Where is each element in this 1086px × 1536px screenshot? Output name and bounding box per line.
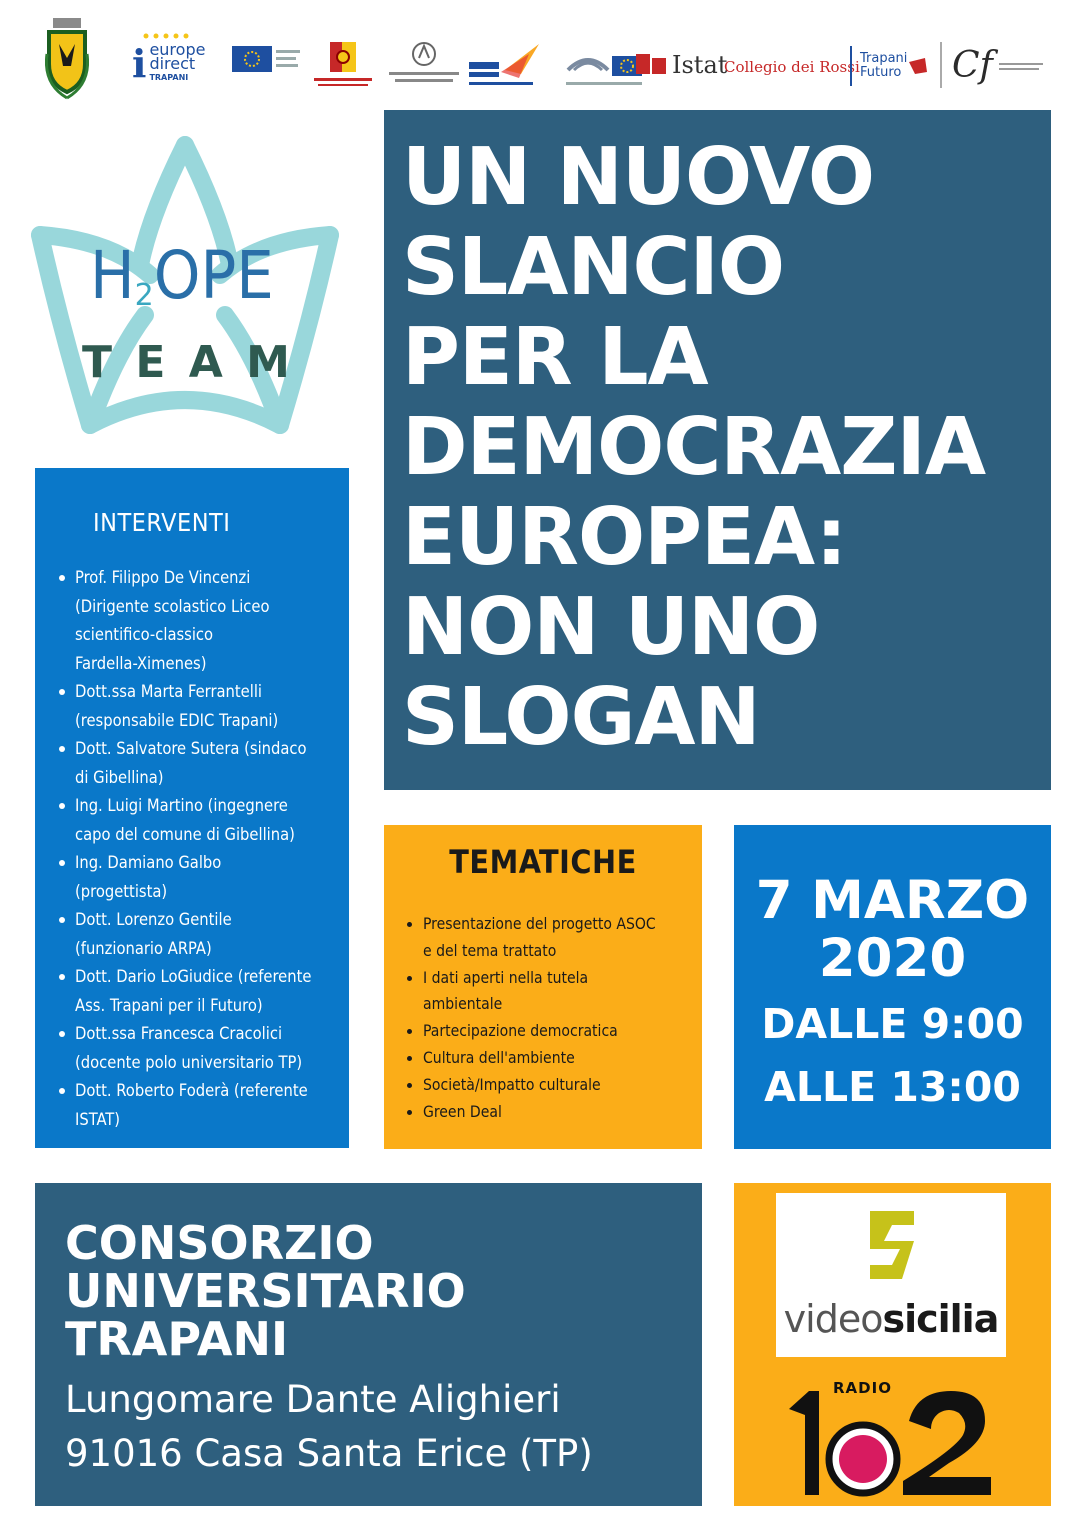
cf-label: Cf bbox=[952, 44, 993, 86]
venue-address-line: Lungomare Dante Alighieri bbox=[65, 1378, 561, 1421]
title-line: NON UNO bbox=[402, 581, 820, 673]
topic-line: Green Deal bbox=[423, 1102, 502, 1121]
speaker-line: (docente polo universitario TP) bbox=[75, 1052, 303, 1072]
speaker-line: di Gibellina) bbox=[75, 767, 164, 787]
partner-logos-strip bbox=[40, 12, 1060, 102]
venue-name-line: CONSORZIO bbox=[65, 1216, 374, 1270]
speaker-line: Dott. Lorenzo Gentile bbox=[75, 910, 232, 929]
speaker-line: ISTAT) bbox=[75, 1109, 121, 1129]
title-line: DEMOCRAZIA bbox=[402, 401, 986, 493]
speaker-line: Dott. Salvatore Sutera (sindaco bbox=[75, 739, 307, 758]
radio-label: RADIO bbox=[833, 1379, 892, 1397]
event-date-year: 2020 bbox=[818, 928, 967, 989]
venue-name bbox=[65, 1216, 466, 1366]
speaker-line: Prof. Filippo De Vincenzi bbox=[75, 568, 251, 587]
istat-label: Istat bbox=[672, 51, 728, 79]
speaker-line: Dott.ssa Francesca Cracolici bbox=[75, 1024, 283, 1043]
event-end-time: ALLE 13:00 bbox=[764, 1063, 1021, 1111]
speakers-heading: INTERVENTI bbox=[93, 508, 231, 537]
topic-item bbox=[404, 1018, 696, 1045]
speaker-line: Ass. Trapani per il Futuro) bbox=[75, 995, 263, 1015]
trapani-futuro-word-2: Futuro bbox=[860, 65, 902, 80]
h2ope-ope: OPE bbox=[153, 237, 274, 314]
speaker-item bbox=[57, 735, 347, 792]
municipal-crest-logo bbox=[45, 14, 89, 100]
speaker-item bbox=[57, 564, 347, 678]
speaker-item bbox=[57, 792, 347, 849]
speaker-line: Dott. Dario LoGiudice (referente bbox=[75, 967, 312, 986]
speaker-line: (funzionario ARPA) bbox=[75, 938, 212, 958]
speaker-item bbox=[57, 849, 347, 906]
media-sponsors-panel bbox=[734, 1183, 1051, 1506]
h2ope-subscript-2: 2 bbox=[134, 278, 154, 313]
title-line: SLOGAN bbox=[402, 671, 760, 763]
speaker-line: Dott. Roberto Foderà (referente bbox=[75, 1081, 308, 1100]
title-line: SLANCIO bbox=[402, 221, 785, 313]
trapani-per-il-futuro-logo bbox=[850, 46, 929, 86]
venue-name-line: UNIVERSITARIO bbox=[65, 1264, 466, 1318]
speaker-line: (responsabile EDIC Trapani) bbox=[75, 710, 279, 730]
topic-line: Presentazione del progetto ASOC bbox=[423, 915, 656, 933]
videosicilia-mark-icon bbox=[862, 1205, 922, 1285]
speaker-line: capo del comune di Gibellina) bbox=[75, 824, 295, 844]
europe-direct-word-3: TRAPANI bbox=[149, 73, 189, 82]
collegio-label: Collegio dei Rossi bbox=[724, 58, 860, 76]
event-start-time: DALLE 9:00 bbox=[761, 1000, 1024, 1048]
speaker-item bbox=[57, 906, 347, 963]
eu-commission-logo bbox=[232, 42, 302, 78]
videosicilia-word-video: video bbox=[783, 1297, 883, 1341]
speakers-panel bbox=[35, 468, 349, 1148]
speaker-item bbox=[57, 678, 347, 735]
speaker-line: Ing. Luigi Martino (ingegnere bbox=[75, 796, 288, 815]
topic-line: ambientale bbox=[423, 995, 503, 1014]
venue-address-line: 91016 Casa Santa Erice (TP) bbox=[65, 1432, 593, 1475]
topic-line: Partecipazione democratica bbox=[423, 1022, 618, 1041]
event-date-day: 7 MARZO bbox=[755, 870, 1030, 931]
topic-line: e del tema trattato bbox=[423, 941, 557, 960]
speaker-item bbox=[57, 963, 347, 1020]
title-line: UN NUOVO bbox=[402, 131, 874, 223]
venue-name-line: TRAPANI bbox=[65, 1312, 289, 1366]
europe-direct-word-1: europe bbox=[149, 40, 206, 59]
h2ope-team-logo bbox=[20, 125, 350, 445]
uni-sicilia-ue-logo bbox=[465, 40, 543, 94]
regione-sicilia-logo bbox=[308, 40, 378, 90]
speaker-line: Dott.ssa Marta Ferrantelli bbox=[75, 682, 263, 701]
event-title-panel bbox=[384, 110, 1051, 790]
topics-list bbox=[404, 911, 696, 1125]
h2ope-team-word: T E A M bbox=[82, 337, 294, 388]
videosicilia-logo bbox=[776, 1193, 1006, 1357]
speaker-item bbox=[57, 1077, 347, 1134]
istat-mark-icon bbox=[636, 52, 668, 78]
topic-item bbox=[404, 965, 696, 1019]
europe-direct-trapani-logo: i europe direct TRAPANI bbox=[132, 20, 222, 94]
videosicilia-wordmark bbox=[776, 1297, 1006, 1341]
videosicilia-word-sicilia: sicilia bbox=[882, 1297, 999, 1341]
speaker-line: (progettista) bbox=[75, 881, 168, 901]
consorzio-universitario-logo bbox=[385, 40, 463, 90]
title-line: PER LA bbox=[402, 311, 708, 403]
speaker-item bbox=[57, 1020, 347, 1077]
istat-logo bbox=[636, 42, 727, 88]
europe-direct-word-2: direct bbox=[149, 54, 196, 73]
speaker-line: (Dirigente scolastico Liceo bbox=[75, 596, 270, 616]
event-title bbox=[402, 132, 1042, 762]
topic-item bbox=[404, 1072, 696, 1099]
topic-item bbox=[404, 1099, 696, 1126]
topics-panel bbox=[384, 825, 702, 1149]
speakers-list bbox=[57, 564, 347, 1134]
venue-address bbox=[65, 1373, 593, 1481]
topic-line: Cultura dell'ambiente bbox=[423, 1048, 575, 1067]
topic-line: I dati aperti nella tutela bbox=[423, 968, 589, 987]
topic-item bbox=[404, 911, 696, 965]
topics-heading: TEMATICHE bbox=[449, 843, 637, 881]
speaker-line: Ing. Damiano Galbo bbox=[75, 853, 222, 872]
speaker-line: Fardella-Ximenes) bbox=[75, 653, 207, 673]
topic-item bbox=[404, 1045, 696, 1072]
h2ope-h: H bbox=[90, 237, 135, 314]
topic-line: Società/Impatto culturale bbox=[423, 1075, 601, 1094]
sicily-map-icon bbox=[907, 54, 929, 78]
venue-panel bbox=[35, 1183, 702, 1506]
speaker-line: scientifico-classico bbox=[75, 625, 214, 644]
date-time-panel bbox=[734, 825, 1051, 1149]
radio-102-logo bbox=[779, 1377, 999, 1497]
cf-foundation-logo bbox=[940, 42, 1043, 88]
trapani-futuro-word-1: Trapani bbox=[860, 51, 908, 66]
collegio-dei-rossi-logo bbox=[724, 58, 860, 76]
title-line: EUROPEA: bbox=[402, 491, 847, 583]
